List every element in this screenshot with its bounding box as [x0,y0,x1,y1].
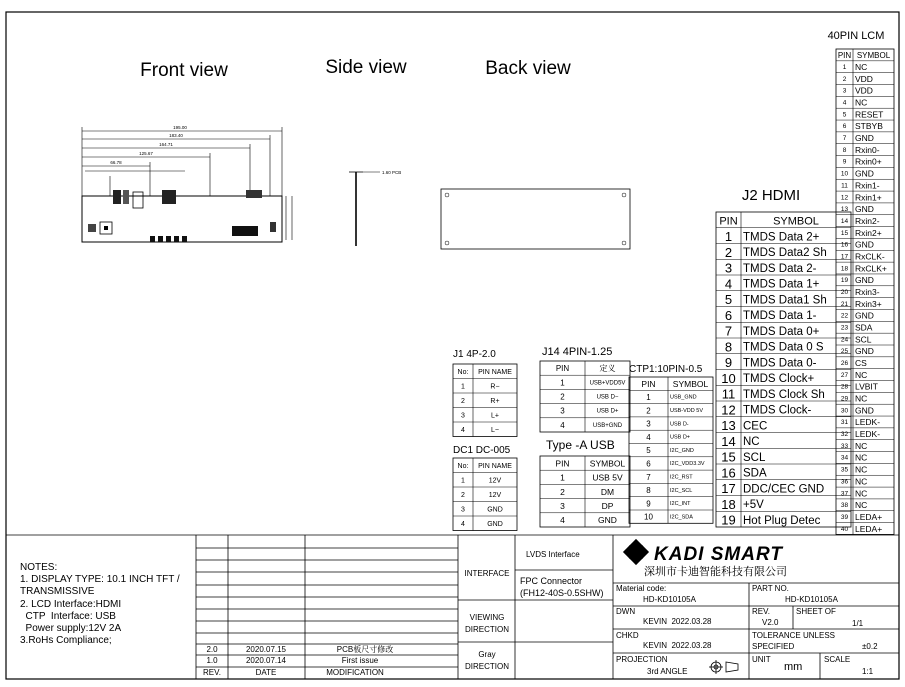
ctp-cell: 9 [646,499,651,509]
typea-cell: 2 [560,486,565,497]
hdmi-header-cell: SYMBOL [773,215,819,228]
lcm-cell: 11 [841,182,848,190]
ctp-cell: USB D+ [670,434,691,441]
rev-cell: 1.0 [206,656,218,665]
ctp-cell: USB D- [670,421,689,428]
typea-cell: 3 [560,500,565,511]
j1-title: J1 4P-2.0 [453,349,496,360]
ctp-cell: USB-VDD 5V [670,408,704,414]
lcm-cell: 33 [840,442,849,450]
lcm-cell: 40 [840,525,849,533]
lcm-cell: GND [855,239,874,250]
back-view-title: Back view [485,58,571,79]
hdmi-cell: 4 [724,276,733,292]
lcm-cell: 22 [840,312,849,320]
dc1-cell: 12V [488,477,502,485]
typea-cell: 1 [560,472,565,483]
notes-lines [20,574,180,646]
hdmi-cell: TMDS Clock Sh [743,388,825,401]
hdmi-cell: 16 [721,465,736,481]
lcm-cell: SDA [855,322,873,333]
front-dim-4: 125.67 [139,151,153,156]
hdmi-cell: TMDS Clock+ [743,373,815,386]
lcm-cell: 9 [842,158,847,166]
dc1-cell: 1 [461,477,465,485]
dc1-header-cell: No: [457,462,469,470]
lcm-cell: NC [855,464,868,475]
lcm-cell: 13 [840,206,849,214]
hdmi-cell: 17 [721,481,736,497]
hdmi-cell: 15 [721,449,736,465]
projection-symbol-icon [709,660,738,674]
interface-label: INTERFACE [464,569,510,578]
j14-pin-table [540,361,630,432]
revision-table [203,644,393,677]
j14-cell: USB+VDD5V [589,380,626,387]
lcm-cell: 37 [840,490,849,498]
hdmi-cell: 9 [724,355,733,371]
lcm-cell: CS [855,358,867,369]
hdmi-cell: 13 [721,418,736,434]
lcm-cell: 23 [840,324,849,332]
lcm-cell: RxCLK+ [855,263,887,274]
lcm-cell: 31 [840,419,849,427]
j1-cell: 4 [461,426,465,434]
chkd-label: CHKD [616,631,639,640]
note-line: 2. LCD Interface:HDMI [20,599,122,610]
rev-cell: 2020.07.15 [245,645,287,654]
side-view-drawing [349,170,401,246]
ctp-cell: 5 [646,446,651,456]
ctp-cell: I2C_VDD3.3V [670,461,705,468]
sheet-label: SHEET OF [796,607,836,616]
lcm-cell: 12 [840,194,849,202]
tolerance-label-2: SPECIFIED [752,642,795,651]
lcm-cell: RESET [855,109,884,120]
lcm-cell: 29 [840,395,849,403]
j14-cell: 3 [560,406,565,416]
note-line: 3.RoHs Compliance; [20,635,112,646]
chkd-value: KEVIN 2022.03.28 [643,641,712,650]
front-dim-5: 66.78 [110,160,122,165]
j1-header-cell: No: [457,368,469,376]
ctp-cell: I2C_RST [670,474,693,481]
ctp-cell: I2C_INT [670,501,691,508]
lcm-cell: 18 [840,265,849,273]
ctp-cell: 2 [646,406,651,416]
lcm-cell: 38 [840,502,849,510]
lcm-cell: 8 [842,146,847,154]
hdmi-cell: TMDS Clock- [743,404,812,417]
hdmi-cell: +5V [743,499,764,512]
note-line: Power supply:12V 2A [20,623,122,634]
hdmi-cell: 18 [721,496,736,512]
hdmi-cell: 7 [724,323,733,339]
j14-cell: 2 [560,392,565,402]
hdmi-cell: CEC [743,420,768,433]
title-block-fields [616,584,878,676]
hdmi-cell: TMDS Data 0+ [743,325,820,338]
lcm-cell: 6 [842,123,847,131]
j14-header-cell: 定义 [599,364,616,374]
rev-header: DATE [255,668,277,677]
front-dim-1: 195.00 [173,125,187,130]
lcm-cell: GND [855,168,874,179]
lcm-cell: 1 [842,64,847,72]
hdmi-cell: 1 [724,229,733,245]
lcm-header-cell: PIN [837,50,852,60]
lcm-cell: STBYB [855,121,883,132]
lcm-cell: 16 [840,241,849,249]
j1-cell: 1 [461,383,465,391]
rev-cell: First issue [341,656,379,665]
viewing-line-2: DIRECTION [465,625,509,634]
lcm-title: 40PIN LCM [827,30,885,42]
lcm-cell: NC [855,393,868,404]
dc1-cell: GND [487,506,503,514]
lcm-cell: GND [855,310,874,321]
lcm-cell: 2 [842,75,847,83]
projection-value: 3rd ANGLE [647,667,688,676]
lcm-cell: 32 [840,431,849,439]
material-label: Material code: [616,584,667,593]
dc1-cell: 4 [461,520,465,528]
rev-cell: 2020.07.14 [245,656,287,665]
ctp-cell: I2C_SDA [670,514,693,521]
part-value: HD-KD10105A [785,595,838,604]
lvds-label: LVDS Interface [526,550,580,559]
front-dim-2: 183.40 [169,133,183,138]
dc1-cell: 2 [461,491,465,499]
j1-header-cell: PIN NAME [478,368,512,376]
gray-line-2: DIRECTION [465,662,509,671]
lcm-cell: LEDK- [855,417,881,428]
hdmi-cell: NC [743,436,760,449]
j14-cell: USB D− [596,394,619,401]
lcm-cell: NC [855,62,868,73]
note-line: 1. DISPLAY TYPE: 10.1 INCH TFT / [20,574,180,585]
lcm-cell: NC [855,488,868,499]
j14-cell: 4 [560,420,565,430]
lcm-pin-table [836,49,894,534]
company-name-cn: 深圳市卡迪智能科技有限公司 [644,566,787,578]
lcm-cell: GND [855,405,874,416]
lcm-cell: 34 [840,454,849,462]
fpc-line-2: (FH12-40S-0.5SHW) [520,588,604,598]
ctp-cell: 1 [646,392,651,402]
typea-title: Type -A USB [546,438,615,452]
lcm-cell: LEDK- [855,429,881,440]
lcm-cell: GND [855,204,874,215]
ctp-cell: 4 [646,432,651,442]
lcm-cell: 39 [840,513,849,521]
dc1-cell: GND [487,520,503,528]
hdmi-pin-table [716,212,851,528]
typea-header-cell: PIN [555,458,570,469]
lcm-cell: GND [855,275,874,286]
j14-cell: USB+GND [592,422,623,429]
dc1-pin-table [453,458,517,531]
front-view-drawing [82,125,292,242]
hdmi-cell: 6 [724,307,733,323]
lcm-cell: 35 [840,466,849,474]
hdmi-cell: DDC/CEC GND [743,483,825,496]
lcm-cell: 36 [840,478,849,486]
hdmi-title: J2 HDMI [741,187,801,204]
sheet-value: 1/1 [852,619,864,628]
kadi-smart-logo [623,539,787,578]
hdmi-cell: SDA [743,467,767,480]
dwn-label: DWN [616,607,636,616]
j1-cell: L− [491,426,499,434]
hdmi-cell: 5 [724,292,733,308]
side-view-title: Side view [325,57,407,78]
note-line: CTP Interface: USB [20,611,116,622]
lcm-cell: NC [855,97,868,108]
j1-pin-table [453,364,517,437]
j1-cell: R− [490,383,500,391]
notes-title: NOTES: [20,562,58,573]
lcm-cell: 25 [840,348,849,356]
lcm-cell: Rxin2+ [855,227,882,238]
lcm-cell: LEDA+ [855,511,883,522]
dc1-cell: 12V [488,491,502,499]
lcm-cell: SCL [855,334,872,345]
j14-cell: USB D+ [596,408,619,415]
lcm-cell: 5 [842,111,847,119]
lcm-cell: 30 [840,407,849,415]
tolerance-value: ±0.2 [862,642,878,651]
ctp-cell: I2C_GND [670,447,694,454]
dc1-title: DC1 DC-005 [453,445,511,456]
lcm-cell: Rxin0- [855,144,880,155]
lcm-header-cell: SYMBOL [856,50,891,60]
hdmi-cell: TMDS Data 0 S [743,341,824,354]
lcm-cell: 3 [842,87,847,95]
lcm-cell: 7 [842,135,847,143]
j14-header-cell: PIN [555,364,570,374]
material-value: HD-KD10105A [643,595,696,604]
hdmi-cell: TMDS Data 2+ [743,231,820,244]
j1-cell: 3 [461,412,465,420]
lcm-cell: NC [855,369,868,380]
lcm-cell: Rxin1- [855,180,880,191]
hdmi-cell: 14 [721,433,736,449]
lcm-cell: 19 [840,277,849,285]
hdmi-cell: TMDS Data 1- [743,310,817,323]
j1-cell: L+ [491,412,499,420]
dc1-header-cell: PIN NAME [478,462,512,470]
interface-column [465,550,604,671]
unit-label: UNIT [752,655,771,664]
ctp-cell: 7 [646,472,651,482]
typea-cell: USB 5V [592,472,623,483]
ctp-pin-table [629,377,713,523]
lcm-cell: NC [855,440,868,451]
unit-value: mm [784,661,803,673]
hdmi-cell: TMDS Data 2- [743,262,817,275]
lcm-cell: Rxin3- [855,286,880,297]
part-label: PART NO. [752,584,789,593]
hdmi-cell: Hot Plug Detec [743,514,821,527]
hdmi-cell: TMDS Data2 Sh [743,247,827,260]
viewing-line-1: VIEWING [469,613,505,622]
scale-value: 1:1 [862,667,874,676]
lcm-cell: 15 [840,229,849,237]
rev-cell: 2.0 [206,645,218,654]
ctp-header-cell: SYMBOL [672,378,709,389]
lcm-cell: 4 [842,99,847,107]
gray-line-1: Gray [478,650,496,659]
dwn-value: KEVIN 2022.03.28 [643,617,712,626]
typea-header-cell: SYMBOL [589,458,626,469]
j1-cell: R+ [490,397,500,405]
lcm-cell: 14 [840,217,849,225]
front-dim-3: 164.71 [159,142,173,147]
lcm-cell: Rxin1+ [855,192,882,203]
note-line: TRANSMISSIVE [20,586,95,597]
ctp-cell: 10 [644,512,653,522]
lcm-cell: Rxin3+ [855,298,882,309]
lcm-cell: LEDA+ [855,523,883,534]
lcm-cell: RxCLK- [855,251,885,262]
ctp-cell: I2C_SCL [670,487,693,494]
lcm-cell: NC [855,476,868,487]
ctp-cell: 6 [646,459,651,469]
lcm-cell: 20 [840,288,849,296]
typea-cell: DM [600,486,615,497]
rev-label: REV. [752,607,770,616]
lcm-cell: 26 [840,360,849,368]
typea-cell: 4 [560,515,565,526]
side-pcb-label: 1.60 PCB [382,170,402,175]
typea-cell: DP [601,500,614,511]
front-view-title: Front view [140,60,228,81]
back-view-board [441,189,630,249]
hdmi-cell: TMDS Data1 Sh [743,294,827,307]
lcm-cell: 21 [840,300,849,308]
j1-cell: 2 [461,397,465,405]
j14-cell: 1 [560,378,565,388]
ctp-title: CTP1:10PIN-0.5 [629,364,703,375]
lcm-cell: GND [855,346,874,357]
rev-cell: PCB板尺寸修改 [336,645,394,654]
lcm-cell: Rxin2- [855,215,880,226]
typea-cell: GND [598,515,617,526]
tolerance-label-1: TOLERANCE UNLESS [752,631,835,640]
hdmi-cell: 10 [721,370,736,386]
hdmi-cell: 11 [721,386,736,402]
lcm-cell: 28 [840,383,849,391]
lcm-cell: NC [855,452,868,463]
hdmi-cell: 2 [724,244,733,260]
hdmi-cell: 8 [724,339,733,355]
ctp-cell: 3 [646,419,651,429]
rev-value: V2.0 [762,618,779,627]
hdmi-header-cell: PIN [719,215,738,228]
rev-header: REV. [203,668,221,677]
hdmi-cell: TMDS Data 0- [743,357,817,370]
lcm-cell: 17 [840,253,849,261]
j14-title: J14 4PIN-1.25 [542,346,613,358]
hdmi-cell: SCL [743,451,766,464]
hdmi-cell: 12 [721,402,736,418]
lcm-cell: NC [855,500,868,511]
lcm-cell: VDD [855,85,873,96]
ctp-cell: 8 [646,486,651,496]
typea-pin-table [540,456,630,527]
rev-header: MODIFICATION [326,668,384,677]
lcm-cell: LVBIT [855,381,878,392]
ctp-header-cell: PIN [641,378,656,389]
lcm-cell: VDD [855,73,873,84]
hdmi-cell: 3 [724,260,733,276]
lcm-cell: GND [855,133,874,144]
ctp-cell: USB_GND [670,394,697,401]
fpc-line-1: FPC Connector [520,576,583,586]
projection-label: PROJECTION [616,655,668,664]
lcm-cell: 10 [840,170,849,178]
company-name: KADI SMART [654,544,783,565]
dc1-cell: 3 [461,506,465,514]
lcm-cell: 27 [840,371,849,379]
hdmi-cell: 19 [721,512,736,528]
lcm-cell: 24 [840,336,849,344]
scale-label: SCALE [824,655,851,664]
hdmi-cell: TMDS Data 1+ [743,278,820,291]
lcm-cell: Rxin0+ [855,156,882,167]
